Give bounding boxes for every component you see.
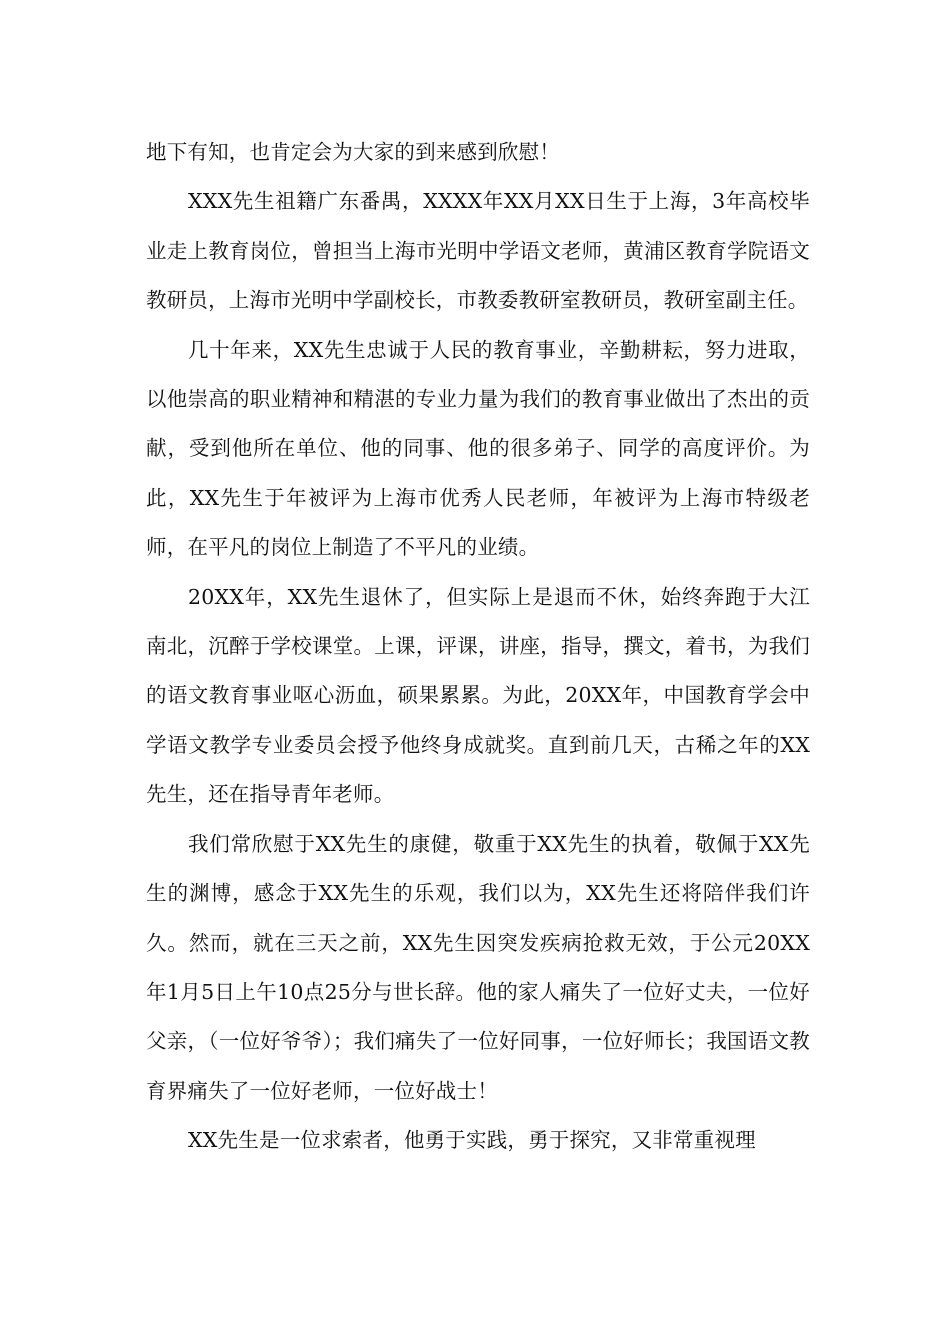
paragraph-career: 几十年来，XX先生忠诚于人民的教育事业，辛勤耕耘，努力进取，以他崇高的职业精神和精湛的专业力量为我们的教育事业做出了杰出的贡献，受到他所在单位、他的同事、他的很多弟子、同学的高度评价。为此，XX先生于年被评为上海市优秀人民老师，年被评为上海市特级老师，在平凡的岗位上制造了不平凡的业绩。: [146, 337, 810, 560]
paragraph-passing: 我们常欣慰于XX先生的康健，敬重于XX先生的执着，敬佩于XX先生的渊博，感念于XX先生的乐观，我们以为，XX先生还将陪伴我们许久。然而，就在三天之前，XX先生因突发疾病抢救无效，于公元20XX年1月5日上午10点25分与世长辞。他的家人痛失了一位好丈夫，一位好父亲，（一位好爷爷）；我们痛失了一位好同事，一位好师长；我国语文教育界痛失了一位好老师，一位好战士！: [146, 831, 810, 1103]
paragraph-retirement: 20XX年，XX先生退休了，但实际上是退而不休，始终奔跑于大江南北，沉醉于学校课堂。上课，评课，讲座，指导，撰文，着书，为我们的语文教育事业呕心沥血，硕果累累。为此，20XX年，中国教育学会中学语文教学专业委员会授予他终身成就奖。直到前几天，古稀之年的XX先生，还在指导青年老师。: [146, 584, 810, 807]
paragraph-continuation: 地下有知，也肯定会为大家的到来感到欣慰！: [146, 140, 560, 164]
paragraph-seeker: XX先生是一位求索者，他勇于实践，勇于探究，又非常重视理: [188, 1128, 756, 1153]
document-body: [146, 128, 810, 1166]
paragraph-biography: XXX先生祖籍广东番禺，XXXX年XX月XX日生于上海，3年高校毕业走上教育岗位，曾担当上海市光明中学语文老师，黄浦区教育学院语文教研员，上海市光明中学副校长，市教委教研室教研员，教研室副主任。: [146, 189, 810, 313]
